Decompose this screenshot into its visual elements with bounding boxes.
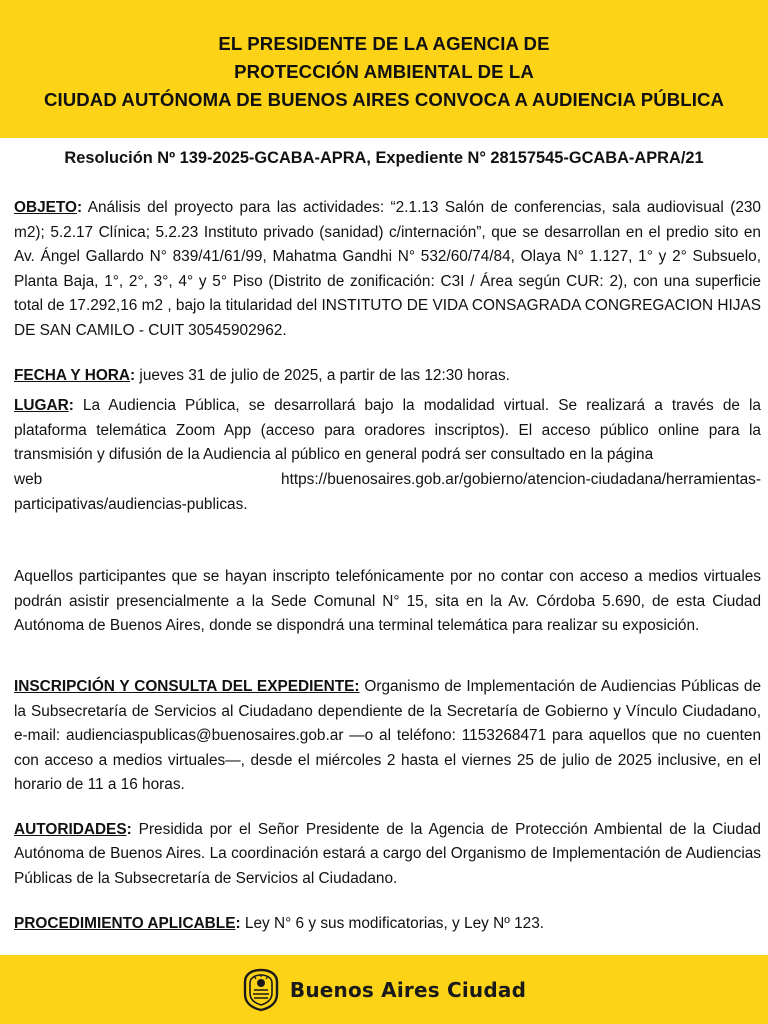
procedimiento-paragraph: PROCEDIMIENTO APLICABLE: Ley N° 6 y sus modificatorias, y Ley Nº 123. (14, 914, 545, 932)
lugar-url-line (14, 468, 761, 493)
footer-banner (0, 955, 768, 1024)
header-line-1: EL PRESIDENTE DE LA AGENCIA DE (218, 33, 550, 54)
url-link-part-1[interactable]: https://buenosaires.gob.ar/gobierno/atencion-ciudadana/herramientas- (281, 470, 761, 488)
fecha-text: jueves 31 de julio de 2025, a partir de las 12:30 horas. (135, 366, 510, 384)
url-link-part-2[interactable]: participativas/audiencias-publicas. (14, 495, 248, 513)
resolution-title: Resolución Nº 139-2025-GCABA-APRA, Expediente N° 28157545-GCABA-APRA/21 (64, 149, 704, 167)
inscripcion-paragraph (14, 675, 761, 798)
document-body (14, 196, 761, 936)
fecha-paragraph: FECHA Y HORA: jueves 31 de julio de 2025, a partir de las 12:30 horas. (14, 366, 510, 384)
autoridades-text: Presidida por el Señor Presidente de la Agencia de Protección Ambiental de la Ciudad Autónoma de Buenos Aires. La coordinación estará a cargo del Organismo de Implementación de Audiencias Públicas de la Subsecretaría de Servicios al Ciudadano. (14, 820, 761, 888)
header-banner (0, 0, 768, 138)
inscripcion-label: INSCRIPCIÓN Y CONSULTA DEL EXPEDIENTE: (14, 677, 360, 695)
city-seal-icon (242, 968, 280, 1012)
procedimiento-text: Ley N° 6 y sus modificatorias, y Ley Nº 123. (240, 914, 545, 932)
fecha-label: FECHA Y HORA (14, 366, 131, 384)
lugar-label: LUGAR (14, 397, 69, 415)
logo-text: Buenos Aires Ciudad (289, 977, 527, 1002)
header-line-3: CIUDAD AUTÓNOMA DE BUENOS AIRES CONVOCA A AUDIENCIA PÚBLICA (43, 89, 725, 110)
procedimiento-label: PROCEDIMIENTO APLICABLE (14, 914, 236, 932)
buenos-aires-ciudad-logo (242, 968, 526, 1012)
inscripcion-text: Organismo de Implementación de Audiencias Públicas de la Subsecretaría de Servicios al Ciudadano dependiente de la Secretaría de Gobierno y Vínculo Ciudadano, e-mail: audienciaspublicas@buenosaires.gob.ar —o al teléfono: 1153268471 para aquellos que no cuenten con acceso a medios virtuales—, desde el miércoles 2 hasta el viernes 25 de julio de 2025 inclusive, en el horario de 11 a 16 horas. (14, 677, 762, 794)
objeto-label: OBJETO (14, 199, 78, 216)
presencial-paragraph: Aquellos participantes que se hayan inscripto telefónicamente por no contar con acceso a medios virtuales podrán asistir presencialmente a la Sede Comunal N° 15, sita en la Av. Córdoba 5.690, de esta Ciudad Autónoma de Buenos Aires, donde se dispondrá una terminal telemática para realizar su exposición. (14, 568, 761, 635)
lugar-text: La Audiencia Pública, se desarrollará bajo la modalidad virtual. Se realizará a través de la plataforma telemática Zoom App (acceso para oradores inscriptos). El acceso público online para la transmisión y difusión de la Audiencia al público en general podrá ser consultado en la página (14, 397, 761, 464)
url-prefix: web (14, 470, 43, 488)
autoridades-paragraph: AUTORIDADES: Presidida por el Señor Presidente de la Agencia de Protección Ambiental de la Ciudad Autónoma de Buenos Aires. La coordinación estará a cargo del Organismo de Implementación de Audiencias Públicas de la Subsecretaría de Servicios al Ciudadano. (14, 820, 761, 888)
lugar-paragraph: LUGAR: La Audiencia Pública, se desarrollará bajo la modalidad virtual. Se realizará a través de la plataforma telemática Zoom App (acceso para oradores inscriptos). El acceso público online para la transmisión y difusión de la Audiencia al público en general podrá ser consultado en la página (14, 397, 761, 464)
header-line-2: PROTECCIÓN AMBIENTAL DE LA (234, 61, 534, 82)
autoridades-label: AUTORIDADES (14, 820, 127, 838)
objeto-text: Análisis del proyecto para las actividades: “2.1.13 Salón de conferencias, sala audiovisual (230 m2); 5.2.17 Clínica; 5.2.23 Instituto privado (sanidad) c/internación”, que se desarrollan en el predio sito en Av. Ángel Gallardo N° 839/41/61/99, Mahatma Gandhi N° 532/60/74/84, Olaya N° 1.127, 1° y 2° Subsuelo, Planta Baja, 1°, 2°, 3°, 4° y 5° Piso (Distrito de zonificación: C3I / Área según CUR: 2), con una superficie total de 17.292,16 m2 , bajo la titularidad del INSTITUTO DE VIDA CONSAGRADA CONGREGACION HIJAS DE SAN CAMILO - CUIT 30545902962. (14, 199, 761, 339)
objeto-paragraph: OBJETO: Análisis del proyecto para las actividades: “2.1.13 Salón de conferencias, sala audiovisual (230 m2); 5.2.17 Clínica; 5.2.23 Instituto privado (sanidad) c/internación”, que se desarrollan en el predio sito en Av. Ángel Gallardo N° 839/41/61/99, Mahatma Gandhi N° 532/60/74/84, Olaya N° 1.127, 1° y 2° Subsuelo, Planta Baja, 1°, 2°, 3°, 4° y 5° Piso (Distrito de zonificación: C3I / Área según CUR: 2), con una superficie total de 17.292,16 m2 , bajo la titularidad del INSTITUTO DE VIDA CONSAGRADA CONGREGACION HIJAS DE SAN CAMILO - CUIT 30545902962. (14, 199, 761, 339)
